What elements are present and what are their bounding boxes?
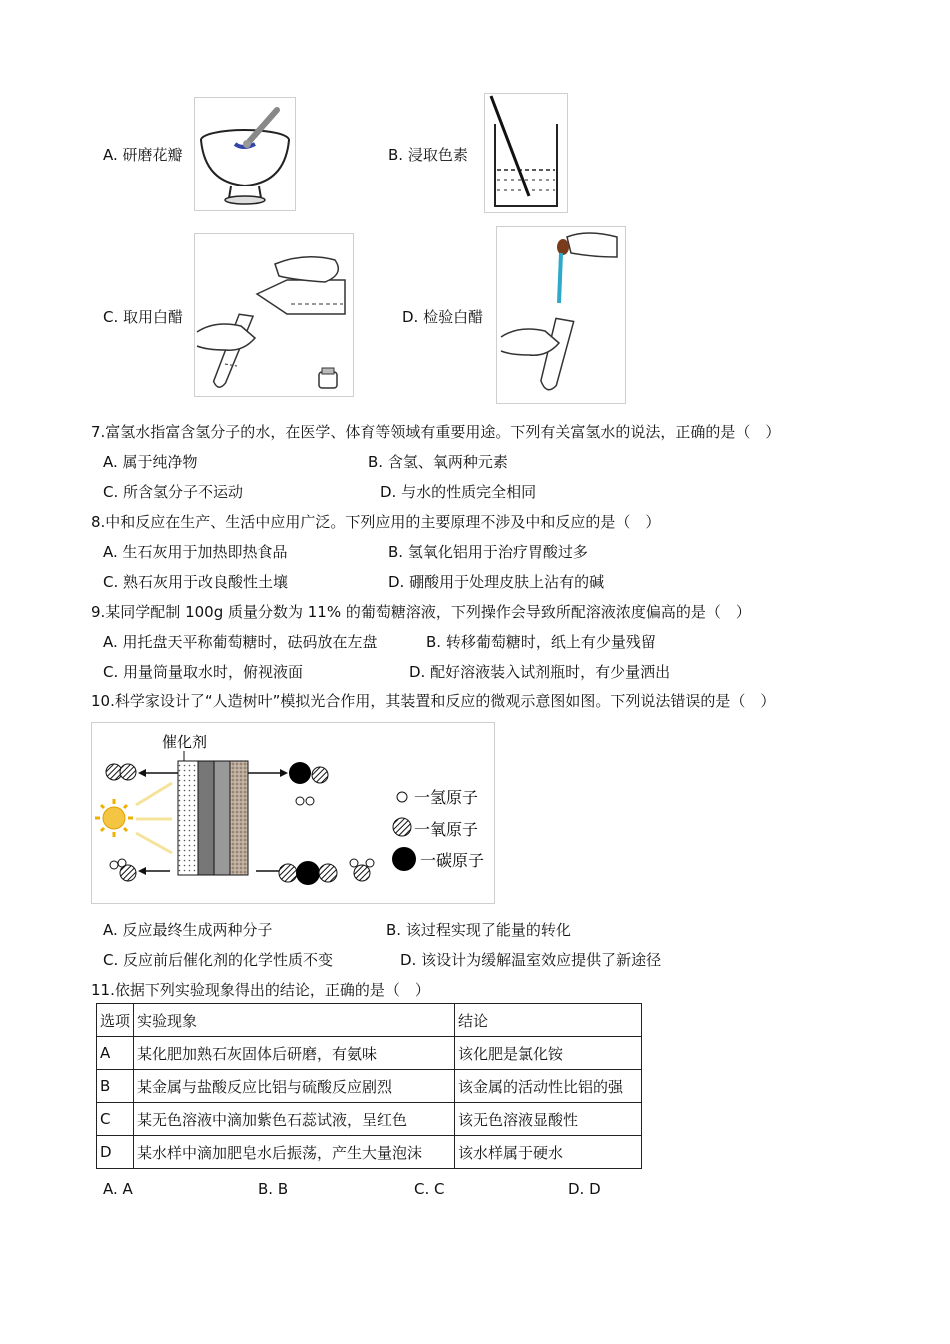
q7-option-c: C. 所含氢分子不运动 xyxy=(103,483,244,501)
q10-option-b: B. 该过程实现了能量的转化 xyxy=(386,921,571,939)
mortar-pestle-figure xyxy=(194,97,296,211)
hydrogen-atom-icon xyxy=(397,792,407,802)
header-conclusion: 结论 xyxy=(455,1004,642,1037)
q6-option-d: D. 检验白醋 xyxy=(402,308,484,326)
oxygen-atom-icon xyxy=(393,818,411,836)
table-row xyxy=(97,1103,642,1136)
pouring-hands-icon xyxy=(195,234,353,396)
table-cell: D xyxy=(97,1136,134,1169)
q10-option-c: C. 反应前后催化剂的化学性质不变 xyxy=(103,951,334,969)
table-cell: 该水样属于硬水 xyxy=(455,1136,642,1169)
table-cell: 某水样中滴加肥皂水后振荡，产生大量泡沫 xyxy=(134,1136,455,1169)
q7-stem: 7.富氢水指富含氢分子的水，在医学、体育等领域有重要用途。下列有关富氢水的说法，正确的是（ ） xyxy=(91,423,781,441)
legend-carbon: 一碳原子 xyxy=(420,851,485,870)
table-cell: 该化肥是氯化铵 xyxy=(455,1037,642,1070)
legend-oxygen: 一氧原子 xyxy=(414,820,479,839)
q7-option-a: A. 属于纯净物 xyxy=(103,453,198,471)
beaker-figure xyxy=(484,93,568,213)
q6-option-b: B. 浸取色素 xyxy=(388,146,468,164)
carbon-atom-icon xyxy=(392,847,416,871)
table-cell: C xyxy=(97,1103,134,1136)
q11-table xyxy=(96,1003,642,1169)
table-row xyxy=(97,1037,642,1070)
q9-option-d: D. 配好溶液装入试剂瓶时，有少量洒出 xyxy=(409,663,671,681)
q6-option-a: A. 研磨花瓣 xyxy=(103,146,183,164)
q8-option-b: B. 氢氧化铝用于治疗胃酸过多 xyxy=(388,543,588,561)
table-cell: 某化肥加熟石灰固体后研磨，有氨味 xyxy=(134,1037,455,1070)
q7-option-b: B. 含氢、氧两种元素 xyxy=(368,453,508,471)
table-cell: 某无色溶液中滴加紫色石蕊试液，呈红色 xyxy=(134,1103,455,1136)
q11-option-d: D. D xyxy=(568,1180,601,1198)
table-cell: 该金属的活动性比铝的强 xyxy=(455,1070,642,1103)
q7-option-d: D. 与水的性质完全相同 xyxy=(380,483,537,501)
q8-option-c: C. 熟石灰用于改良酸性土壤 xyxy=(103,573,289,591)
table-cell: B xyxy=(97,1070,134,1103)
q9-option-a: A. 用托盘天平称葡萄糖时，砝码放在左盘 xyxy=(103,633,378,651)
artificial-leaf-figure xyxy=(91,722,495,904)
q11-option-c: C. C xyxy=(414,1180,445,1198)
q9-option-b: B. 转移葡萄糖时，纸上有少量残留 xyxy=(426,633,656,651)
dropper-icon xyxy=(497,227,625,403)
sun-icon xyxy=(95,783,172,853)
legend-hydrogen: 一氢原子 xyxy=(414,788,479,807)
q11-option-a: A. A xyxy=(103,1180,133,1198)
q10-option-a: A. 反应最终生成两种分子 xyxy=(103,921,273,939)
beaker-icon xyxy=(485,94,567,212)
table-cell: 某金属与盐酸反应比铝与硫酸反应剧烈 xyxy=(134,1070,455,1103)
table-row xyxy=(97,1070,642,1103)
q10-option-d: D. 该设计为缓解温室效应提供了新途径 xyxy=(400,951,662,969)
q6-option-c: C. 取用白醋 xyxy=(103,308,184,326)
catalyst-label: 催化剂 xyxy=(162,733,208,751)
q9-stem: 9.某同学配制 100g 质量分数为 11% 的葡萄糖溶液，下列操作会导致所配溶液浓度偏高的是（ ） xyxy=(91,603,751,621)
q9-option-c: C. 用量筒量取水时，俯视液面 xyxy=(103,663,304,681)
q8-option-a: A. 生石灰用于加热即热食品 xyxy=(103,543,288,561)
q8-option-d: D. 硼酸用于处理皮肤上沾有的碱 xyxy=(388,573,605,591)
table-cell: A xyxy=(97,1037,134,1070)
q8-stem: 8.中和反应在生产、生活中应用广泛。下列应用的主要原理不涉及中和反应的是（ ） xyxy=(91,513,661,531)
q11-option-b: B. B xyxy=(258,1180,289,1198)
mortar-icon xyxy=(195,98,295,210)
table-row xyxy=(97,1136,642,1169)
q11-stem: 11.依据下列实验现象得出的结论，正确的是（ ） xyxy=(91,981,430,999)
header-phenomenon: 实验现象 xyxy=(134,1004,455,1037)
artificial-leaf-diagram xyxy=(92,723,494,903)
table-header-row xyxy=(97,1004,642,1037)
table-cell: 该无色溶液显酸性 xyxy=(455,1103,642,1136)
pour-vinegar-figure xyxy=(194,233,354,397)
header-option: 选项 xyxy=(97,1004,134,1037)
q10-stem: 10.科学家设计了“人造树叶”模拟光合作用，其装置和反应的微观示意图如图。下列说法错误的是（ ） xyxy=(91,692,776,710)
dropper-test-figure xyxy=(496,226,626,404)
